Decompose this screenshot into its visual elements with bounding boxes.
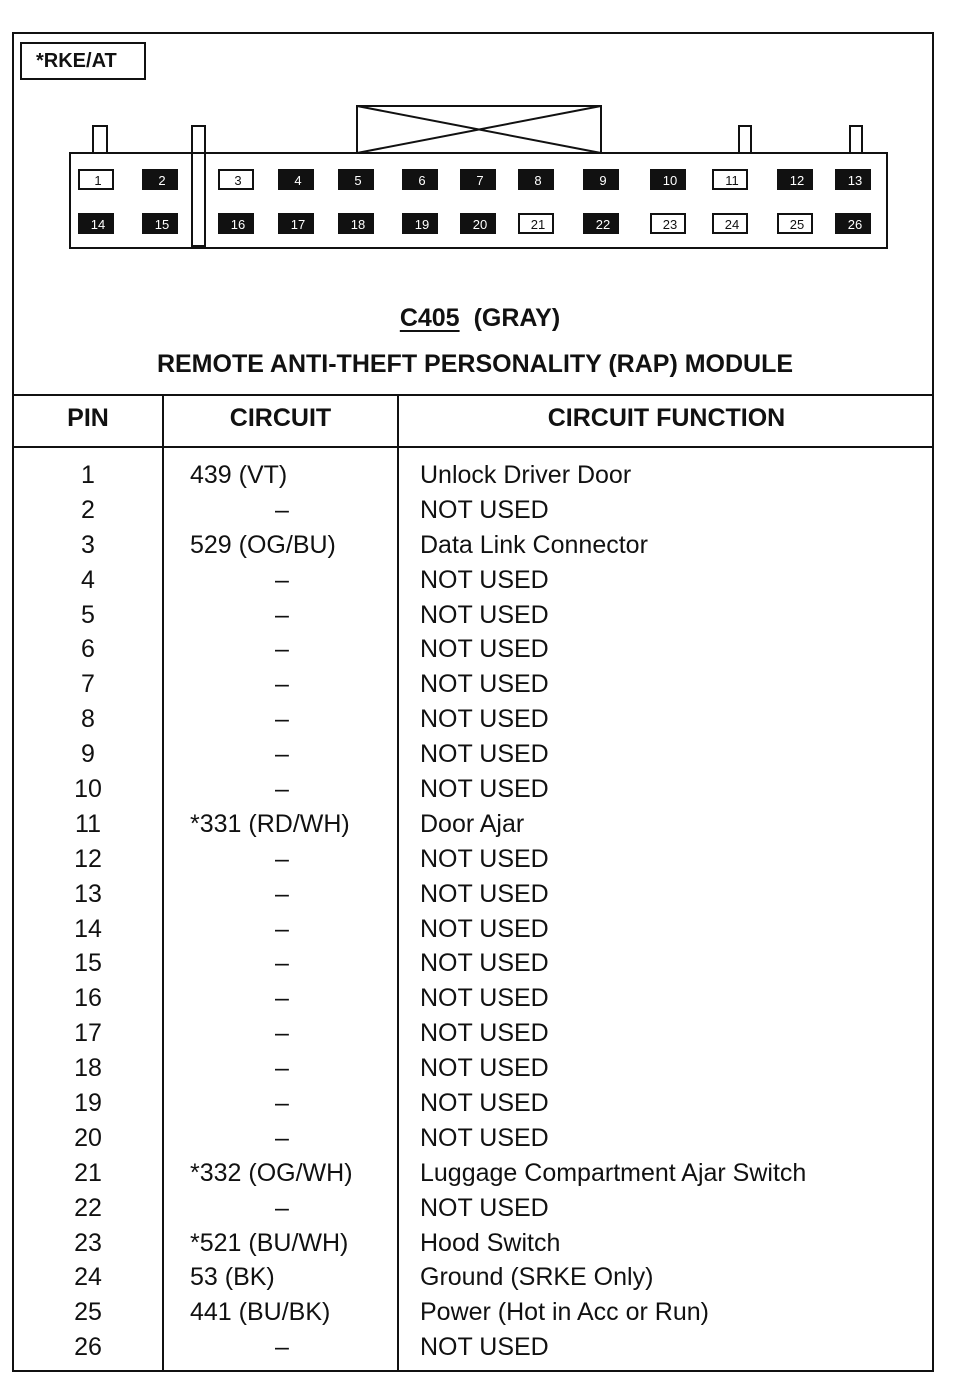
pin-cavity-label: 21 [530, 217, 546, 232]
circuit-function: NOT USED [420, 775, 549, 804]
pin-cavity-9 [584, 170, 618, 189]
circuit-value: – [275, 705, 289, 734]
table-row [14, 1156, 932, 1191]
circuit-function: NOT USED [420, 670, 549, 699]
circuit-value: – [275, 949, 289, 978]
pin-number: 7 [81, 670, 95, 699]
pin-row-top [79, 170, 870, 189]
table-row [14, 772, 932, 807]
table-row [14, 842, 932, 877]
pin-cavity-label: 20 [472, 217, 488, 232]
pin-number: 16 [74, 984, 102, 1013]
pin-row-bottom [79, 214, 870, 233]
table-row [14, 598, 932, 633]
circuit-value: 441 (BU/BK) [190, 1298, 331, 1327]
table-row [14, 1086, 932, 1121]
table-row [14, 1260, 932, 1295]
pin-cavity-label: 9 [599, 173, 607, 188]
pin-cavity-3 [219, 170, 253, 189]
pin-number: 14 [74, 914, 102, 943]
pin-cavity-label: 23 [662, 217, 678, 232]
table-row [14, 912, 932, 947]
pin-cavity-16 [219, 214, 253, 233]
pin-cavity-5 [339, 170, 373, 189]
circuit-function: NOT USED [420, 949, 549, 978]
pin-cavity-4 [279, 170, 313, 189]
header-function: CIRCUIT FUNCTION [547, 404, 786, 432]
pin-cavity-26 [836, 214, 870, 233]
circuit-function: Luggage Compartment Ajar Switch [420, 1158, 807, 1187]
circuit-value: – [275, 879, 289, 908]
pin-cavity-label: 1 [94, 173, 102, 188]
circuit-value: – [275, 1123, 289, 1152]
table-row [14, 493, 932, 528]
pin-cavity-label: 2 [158, 173, 166, 188]
circuit-function: NOT USED [420, 984, 549, 1013]
circuit-function: NOT USED [420, 1089, 549, 1118]
pin-cavity-label: 17 [290, 217, 306, 232]
pin-number: 26 [74, 1333, 102, 1362]
circuit-function: Hood Switch [420, 1228, 561, 1257]
table-top-rule [12, 394, 934, 396]
pin-number: 18 [74, 1054, 102, 1083]
circuit-value: – [275, 740, 289, 769]
circuit-function: NOT USED [420, 495, 549, 524]
circuit-value: – [275, 1019, 289, 1048]
pin-cavity-label: 4 [294, 173, 302, 188]
pin-number: 17 [74, 1019, 102, 1048]
pin-cavity-14 [79, 214, 113, 233]
pin-cavity-label: 14 [90, 217, 106, 232]
pin-number: 9 [81, 740, 95, 769]
connector-key-left [93, 126, 107, 153]
circuit-value: – [275, 495, 289, 524]
pin-number: 5 [81, 600, 95, 629]
pin-number: 21 [74, 1158, 102, 1187]
circuit-value: – [275, 635, 289, 664]
table-row [14, 877, 932, 912]
pin-number: 10 [74, 775, 102, 804]
pin-number: 11 [75, 809, 101, 838]
pin-cavity-10 [651, 170, 685, 189]
pin-cavity-label: 24 [724, 217, 740, 232]
circuit-function: Door Ajar [420, 809, 525, 838]
header-circuit: CIRCUIT [229, 404, 332, 432]
pin-number: 3 [81, 530, 95, 559]
pin-cavity-24 [713, 214, 747, 233]
pin-number: 8 [81, 705, 95, 734]
pin-cavity-label: 6 [418, 173, 426, 188]
circuit-function: NOT USED [420, 600, 549, 629]
table-row [14, 981, 932, 1016]
circuit-value: – [275, 844, 289, 873]
circuit-function: NOT USED [420, 1019, 549, 1048]
circuit-value: – [275, 1054, 289, 1083]
pin-cavity-20 [461, 214, 495, 233]
circuit-value: – [275, 600, 289, 629]
pin-number: 2 [81, 495, 95, 524]
pin-cavity-21 [519, 214, 553, 233]
pin-table [14, 458, 932, 1365]
pin-cavity-label: 5 [354, 173, 362, 188]
pin-cavity-15 [143, 214, 177, 233]
table-row [14, 737, 932, 772]
pin-cavity-12 [778, 170, 812, 189]
circuit-value: – [275, 670, 289, 699]
pin-cavity-8 [519, 170, 553, 189]
table-row [14, 1226, 932, 1261]
circuit-function: NOT USED [420, 879, 549, 908]
pin-cavity-label: 10 [662, 173, 678, 188]
pin-cavity-label: 7 [476, 173, 484, 188]
pin-cavity-label: 19 [414, 217, 430, 232]
pin-cavity-label: 18 [350, 217, 366, 232]
pin-number: 13 [74, 879, 102, 908]
pin-cavity-13 [836, 170, 870, 189]
connector-title [0, 304, 960, 333]
pin-cavity-label: 13 [847, 173, 863, 188]
table-row [14, 1016, 932, 1051]
pin-cavity-22 [584, 214, 618, 233]
circuit-value: 439 (VT) [190, 461, 288, 489]
pin-cavity-label: 3 [234, 173, 242, 188]
circuit-function: NOT USED [420, 1054, 549, 1083]
pin-cavity-7 [461, 170, 495, 189]
table-row [14, 807, 932, 842]
pin-cavity-17 [279, 214, 313, 233]
circuit-value: – [275, 1333, 289, 1362]
table-row [14, 632, 932, 667]
connector-divider [192, 126, 205, 246]
circuit-function: NOT USED [420, 705, 549, 734]
pin-number: 24 [74, 1263, 102, 1292]
circuit-value: *332 (OG/WH) [190, 1158, 353, 1187]
pin-cavity-25 [778, 214, 812, 233]
circuit-value: – [275, 775, 289, 804]
circuit-value: – [275, 914, 289, 943]
pin-number: 12 [74, 844, 102, 873]
table-row [14, 667, 932, 702]
circuit-value: – [275, 984, 289, 1013]
circuit-function: NOT USED [420, 565, 549, 594]
header-rule [12, 446, 934, 448]
pin-cavity-label: 12 [789, 173, 805, 188]
connector-face-diagram [0, 0, 960, 300]
connector-color: (GRAY) [473, 304, 561, 332]
circuit-value: *521 (BU/WH) [190, 1228, 349, 1257]
header-pin: PIN [67, 404, 109, 432]
pin-number: 4 [81, 565, 95, 594]
table-row [14, 946, 932, 981]
pin-cavity-label: 22 [595, 217, 611, 232]
table-row [14, 1051, 932, 1086]
connector-key-right-1 [739, 126, 751, 153]
pin-number: 6 [81, 635, 95, 664]
pin-cavity-11 [713, 170, 747, 189]
module-name: REMOTE ANTI-THEFT PERSONALITY (RAP) MODULE [156, 350, 794, 378]
circuit-function: NOT USED [420, 1333, 549, 1362]
table-row [14, 1330, 932, 1365]
connector-id: C405 [399, 304, 460, 332]
pin-cavity-18 [339, 214, 373, 233]
circuit-value: – [275, 1089, 289, 1118]
table-row [14, 1295, 932, 1330]
circuit-value: *331 (RD/WH) [190, 809, 350, 838]
pin-cavity-19 [403, 214, 437, 233]
pin-cavity-23 [651, 214, 685, 233]
circuit-value: 53 (BK) [190, 1263, 275, 1292]
table-row [14, 1191, 932, 1226]
pin-number: 23 [74, 1228, 102, 1257]
table-row [14, 702, 932, 737]
circuit-function: Power (Hot in Acc or Run) [420, 1298, 709, 1327]
circuit-function: NOT USED [420, 635, 549, 664]
pin-number: 25 [74, 1298, 102, 1327]
circuit-function: Ground (SRKE Only) [420, 1263, 654, 1292]
pin-cavity-label: 15 [154, 217, 170, 232]
pin-number: 22 [74, 1193, 102, 1222]
connector-key-right-2 [850, 126, 862, 153]
pin-number: 19 [74, 1089, 102, 1118]
pin-number: 1 [81, 461, 95, 489]
option-tag: *RKE/AT [20, 42, 146, 80]
pin-cavity-2 [143, 170, 177, 189]
circuit-function: Unlock Driver Door [420, 461, 632, 489]
circuit-function: NOT USED [420, 844, 549, 873]
pin-number: 15 [74, 949, 102, 978]
table-row [14, 528, 932, 563]
circuit-value: – [275, 565, 289, 594]
pin-number: 20 [74, 1123, 102, 1152]
pin-cavity-label: 25 [789, 217, 805, 232]
pin-cavity-label: 8 [534, 173, 542, 188]
pin-cavity-1 [79, 170, 113, 189]
pin-cavity-label: 16 [230, 217, 246, 232]
table-row [14, 563, 932, 598]
circuit-function: NOT USED [420, 914, 549, 943]
circuit-function: NOT USED [420, 1193, 549, 1222]
circuit-value: – [275, 1193, 289, 1222]
table-row [14, 1121, 932, 1156]
circuit-function: NOT USED [420, 1123, 549, 1152]
table-row [14, 458, 932, 493]
circuit-value: 529 (OG/BU) [190, 530, 336, 559]
pin-cavity-label: 26 [847, 217, 863, 232]
pin-cavity-label: 11 [725, 173, 739, 188]
circuit-function: NOT USED [420, 740, 549, 769]
pin-cavity-6 [403, 170, 437, 189]
circuit-function: Data Link Connector [420, 530, 648, 559]
